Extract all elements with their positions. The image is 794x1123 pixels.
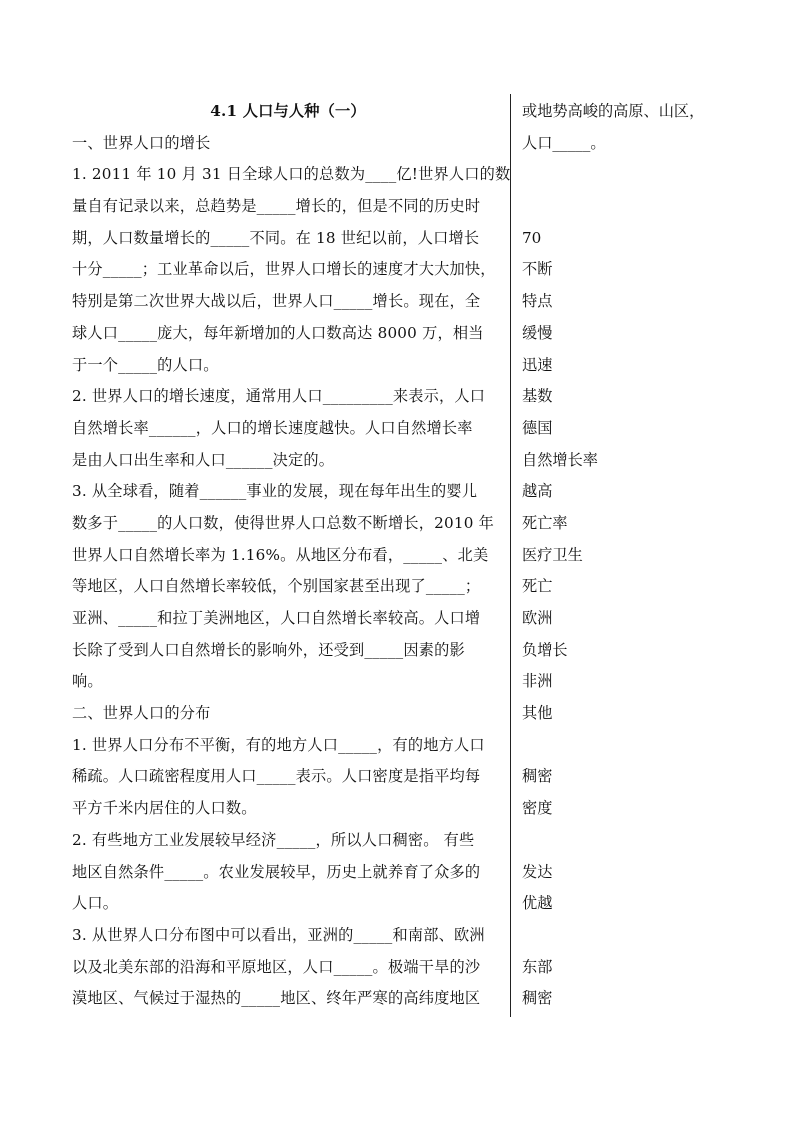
question-line: 十分_____；工业革命以后，世界人口增长的速度才大大加快， (72, 260, 496, 279)
question-line: 自然增长率______，人口的增长速度越快。人口自然增长率 (72, 418, 473, 437)
question-line: 2. 世界人口的增长速度，通常用人口_________来表示，人口 (72, 387, 486, 406)
answers-column (522, 96, 742, 1015)
answer-item: 越高 (522, 482, 553, 501)
answer-item: 密度 (522, 799, 553, 818)
answer-item: 稠密 (522, 989, 553, 1008)
continuation-line: 或地势高峻的高原、山区， (522, 102, 705, 120)
question-line: 3. 从全球看，随着______事业的发展，现在每年出生的婴儿 (72, 482, 478, 501)
question-line: 世界人口自然增长率为 1.16%。从地区分布看，_____、北美 (72, 545, 489, 564)
question-line: 球人口_____庞大，每年新增加的人口数高达 8000 万，相当 (72, 323, 484, 342)
answer-item: 德国 (522, 418, 553, 437)
answer-item: 特点 (522, 292, 553, 311)
answer-item: 死亡率 (522, 513, 568, 532)
question-line: 1. 2011 年 10 月 31 日全球人口的总数为____亿!世界人口的数 (72, 165, 511, 184)
question-line: 3. 从世界人口分布图中可以看出，亚洲的_____和南部、欧洲 (72, 925, 485, 944)
question-line: 漠地区、气候过于湿热的_____地区、终年严寒的高纬度地区 (72, 989, 481, 1008)
answer-item (522, 825, 742, 857)
answer-item (522, 730, 742, 762)
section-heading-growth: 一、世界人口的增长 (72, 133, 211, 152)
question-line: 以及北美东部的沿海和平原地区，人口_____。极端干旱的沙 (72, 957, 481, 976)
answer-item: 缓慢 (522, 323, 553, 342)
answer-item (522, 159, 742, 191)
answer-item: 非洲 (522, 672, 553, 691)
question-line: 稀疏。人口疏密程度用人口_____表示。人口密度是指平均每 (72, 767, 481, 786)
section-heading-distribution: 二、世界人口的分布 (72, 704, 211, 723)
question-line: 长除了受到人口自然增长的影响外，还受到_____因素的影 (72, 640, 465, 659)
question-line: 是由人口出生率和人口______决定的。 (72, 450, 335, 469)
continuation-line: 人口_____。 (522, 133, 606, 152)
question-line: 特别是第二次世界大战以后，世界人口_____增长。现在，全 (72, 292, 481, 311)
answer-item: 负增长 (522, 640, 568, 659)
answer-item: 发达 (522, 862, 553, 881)
question-line: 1. 世界人口分布不平衡，有的地方人口_____，有的地方人口 (72, 735, 485, 754)
answer-item: 不断 (522, 260, 553, 279)
answer-item: 优越 (522, 894, 553, 913)
answer-item: 70 (522, 228, 542, 247)
question-line: 地区自然条件_____。农业发展较早，历史上就养育了众多的 (72, 862, 481, 881)
answer-item: 其他 (522, 704, 553, 723)
answer-item: 自然增长率 (522, 450, 598, 469)
question-line: 数多于_____的人口数，使得世界人口总数不断增长，2010 年 (72, 513, 494, 532)
question-line: 2. 有些地方工业发展较早经济_____，所以人口稠密。 有些 (72, 830, 475, 849)
answer-item (522, 191, 742, 223)
answer-item: 死亡 (522, 577, 553, 596)
answer-item (522, 920, 742, 952)
page-title: 4.1 人口与人种（一） (210, 102, 366, 120)
question-line: 期，人口数量增长的_____不同。在 18 世纪以前，人口增长 (72, 228, 480, 247)
question-line: 量自有记录以来，总趋势是_____增长的，但是不同的历史时 (72, 197, 481, 216)
question-line: 亚洲、_____和拉丁美洲地区，人口自然增长率较高。人口增 (72, 609, 481, 627)
question-line: 人口。 (72, 894, 119, 913)
answer-item: 东部 (522, 957, 553, 976)
answer-item: 基数 (522, 387, 553, 406)
answer-item: 欧洲 (522, 609, 553, 627)
question-line: 于一个_____的人口。 (72, 355, 219, 374)
questions-column (72, 96, 511, 1015)
column-divider (510, 94, 511, 1017)
answer-item: 迅速 (522, 355, 553, 374)
question-line: 等地区，人口自然增长率较低，个别国家甚至出现了_____； (72, 577, 481, 596)
answer-item: 稠密 (522, 767, 553, 786)
question-line: 平方千米内居住的人口数。 (72, 799, 257, 818)
answer-item: 医疗卫生 (522, 545, 583, 564)
question-line: 响。 (72, 672, 103, 691)
